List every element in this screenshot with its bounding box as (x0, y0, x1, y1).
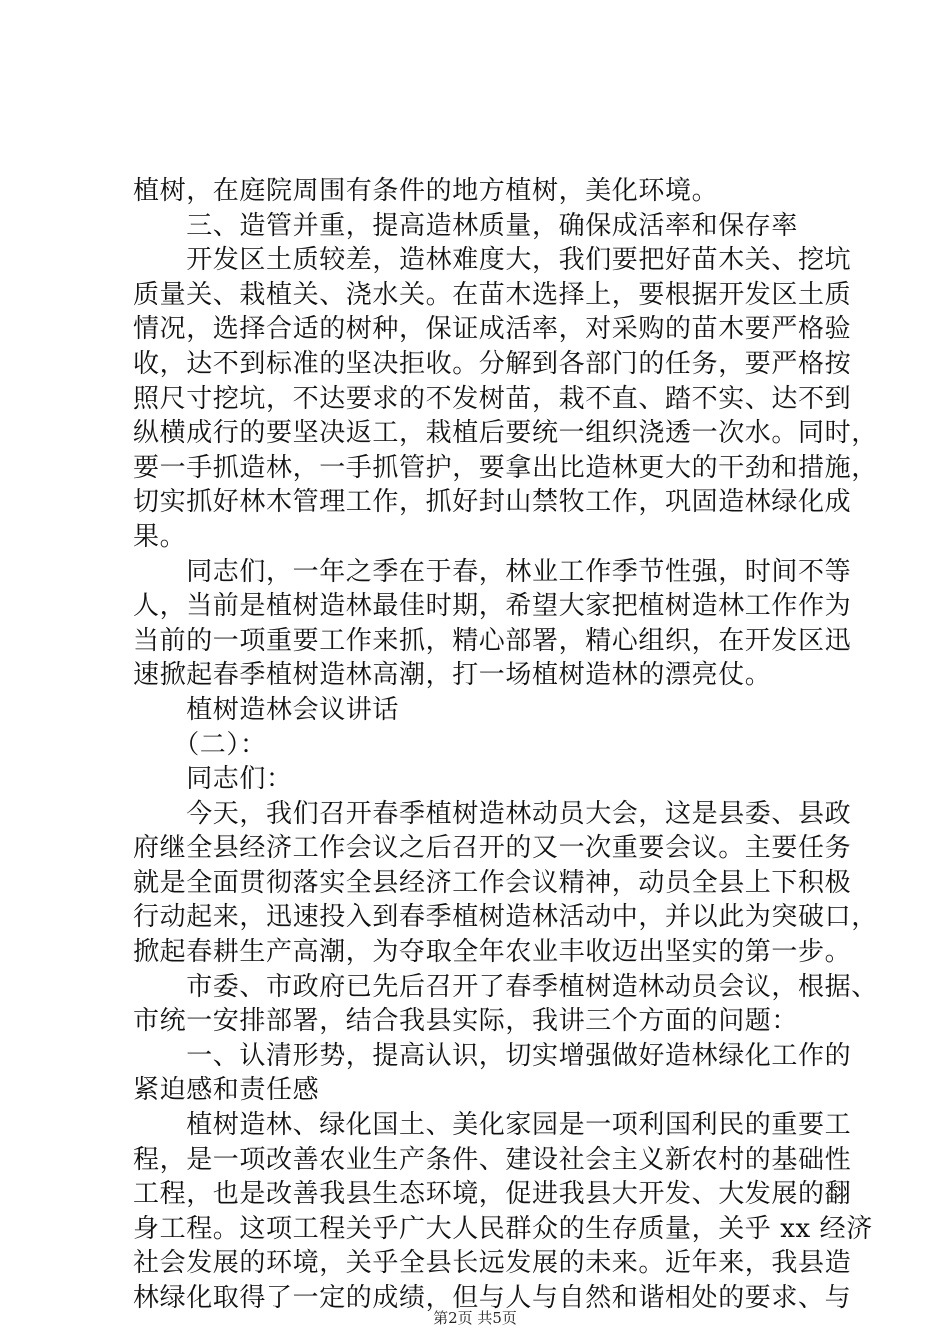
text-line: 情况，选择合适的树种，保证成活率，对采购的苗木要严格验 (133, 314, 852, 345)
document-body (133, 174, 878, 1316)
text-line: 三、造管并重，提高造林质量，确保成活率和保存率 (133, 210, 799, 241)
text-line: 同志们： (133, 764, 293, 795)
text-line: 市统一安排部署，结合我县实际，我讲三个方面的问题： (133, 1006, 799, 1037)
text-line: 今天，我们召开春季植树造林动员大会，这是县委、县政 (133, 798, 852, 829)
text-line: 同志们，一年之季在于春，林业工作季节性强，时间不等 (133, 556, 852, 587)
text-line: 速掀起春季植树造林高潮，打一场植树造林的漂亮仗。 (133, 660, 772, 691)
text-line: 身工程。这项工程关乎广大人民群众的生存质量，关乎 xx 经济 (133, 1213, 873, 1244)
text-line: 一、认清形势，提高认识，切实增强做好造林绿化工作的 (133, 1040, 852, 1071)
page-footer: 第2页 共5页 (433, 1309, 517, 1327)
text-line: 植树造林、绿化国土、美化家园是一项利国利民的重要工 (133, 1110, 852, 1141)
text-line: 收，达不到标准的坚决拒收。分解到各部门的任务，要严格按 (133, 348, 852, 379)
text-line: 质量关、栽植关、浇水关。在苗木选择上，要根据开发区土质 (133, 279, 852, 310)
text-line: 掀起春耕生产高潮，为夺取全年农业丰收迈出坚实的第一步。 (133, 937, 852, 968)
text-line: 植树造林会议讲话 (133, 694, 400, 725)
text-line: 人，当前是植树造林最佳时期，希望大家把植树造林工作作为 (133, 591, 852, 622)
text-line: 程，是一项改善农业生产条件、建设社会主义新农村的基础性 (133, 1144, 852, 1175)
text-line: 工程，也是改善我县生态环境，促进我县大开发、大发展的翻 (133, 1179, 852, 1210)
text-line: 林绿化取得了一定的成绩，但与人与自然和谐相处的要求、与 (133, 1283, 852, 1313)
text-line: 植树，在庭院周围有条件的地方植树，美化环境。 (133, 176, 719, 206)
text-line: 开发区土质较差，造林难度大，我们要把好苗木关、挖坑 (133, 245, 852, 276)
text-line: 社会发展的环境，关乎全县长远发展的未来。近年来，我县造 (133, 1248, 852, 1279)
text-line: 府继全县经济工作会议之后召开的又一次重要会议。主要任务 (133, 833, 852, 864)
text-line: 纵横成行的要坚决返工，栽植后要统一组织浇透一次水。同时， (133, 418, 878, 449)
text-line: 行动起来，迅速投入到春季植树造林活动中，并以此为突破口， (133, 902, 878, 933)
text-line: 要一手抓造林，一手抓管护，要拿出比造林更大的干劲和措施， (133, 452, 878, 483)
text-line: 照尺寸挖坑，不达要求的不发树苗，栽不直、踏不实、达不到 (133, 383, 852, 414)
text-line: 就是全面贯彻落实全县经济工作会议精神，动员全县上下积极 (133, 867, 852, 898)
text-line: （二）： (133, 729, 267, 760)
text-line: 切实抓好林木管理工作，抓好封山禁牧工作，巩固造林绿化成 (133, 487, 852, 518)
text-line: 市委、市政府已先后召开了春季植树造林动员会议，根据、 (133, 971, 878, 1002)
text-line: 果。 (133, 521, 187, 552)
text-line: 当前的一项重要工作来抓，精心部署，精心组织，在开发区迅 (133, 625, 852, 656)
text-line: 紧迫感和责任感 (133, 1075, 320, 1106)
